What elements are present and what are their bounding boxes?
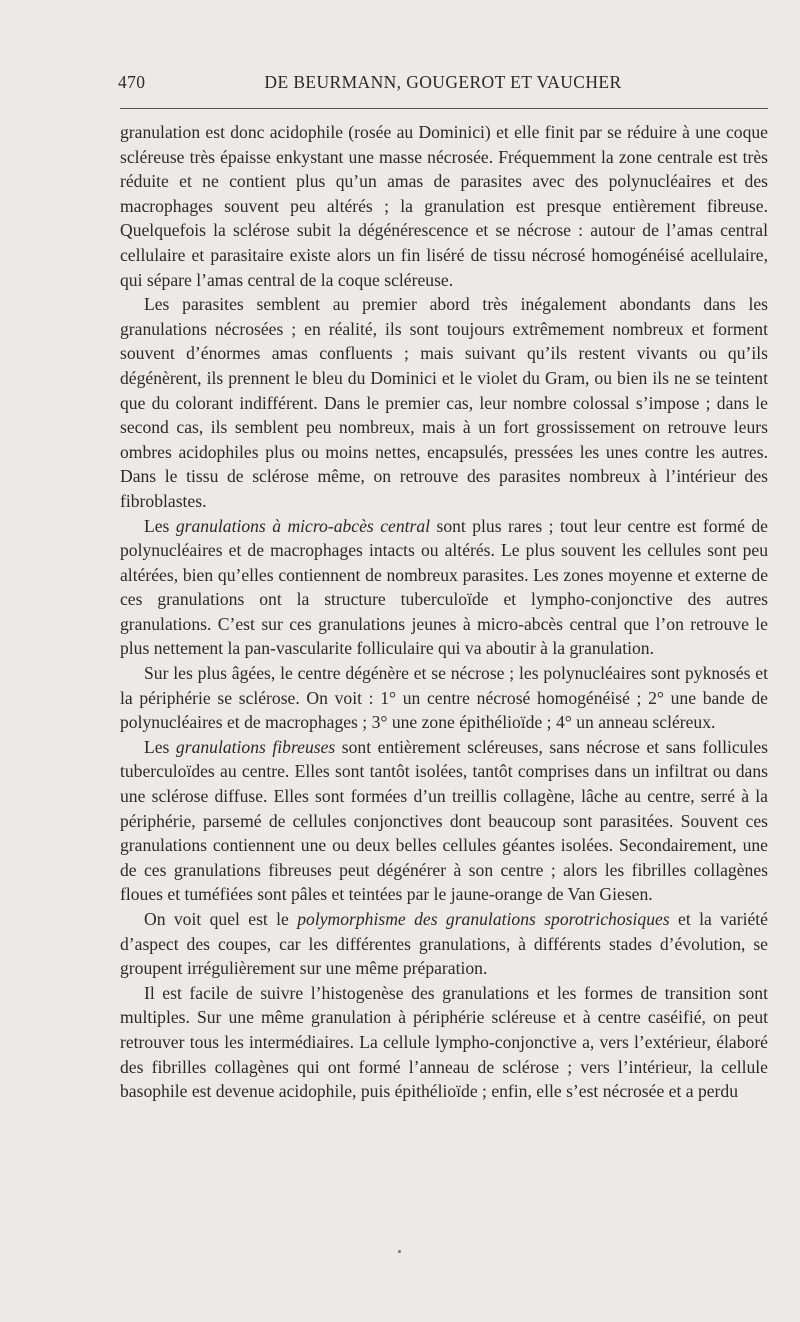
text-run: Sur les plus âgées, le centre dégénère et se nécrose ; les polynucléaires sont pyknosés et la périphérie se sclérose. On voit : 1° un centre nécrosé homogénéisé ; 2° une bande de polynucléaires et de macrophages ; 3° une zone épithélioïde ; 4° un anneau scléreux. xyxy=(120,663,768,733)
italic-phrase: granulations fibreuses xyxy=(175,736,336,757)
text-run: Les parasites semblent au premier abord très inégalement abondants dans les granulations nécrosées ; en réalité, ils sont toujours extrêmement nombreux et forment souvent d’énormes amas confluents ; mais suivant qu’ils restent vivants ou qu’ils dégénèrent, ils prennent le bleu du Dominici et le violet du Gram, ou bien ils ne se teintent que du colorant indifférent. Dans le premier cas, leur nombre colossal s’impose ; dans le second cas, ils semblent peu nombreux, mais à un fort grossissement on retrouve leurs ombres acidophiles plus ou moins nettes, encapsulés, pressées les unes contre les autres. Dans le tissu de sclérose même, on retrouve des parasites nombreux à l’intérieur des fibroblastes. xyxy=(120,294,768,511)
italic-phrase: granulations à micro-abcès central xyxy=(175,515,431,536)
paragraph xyxy=(120,661,768,735)
paragraph xyxy=(120,292,768,513)
header-rule xyxy=(120,108,768,109)
running-header xyxy=(118,72,768,98)
text-run: sont entièrement scléreuses, sans nécrose et sans follicules tuberculoïdes au centre. Elles sont tantôt isolées, tantôt comprises dans un infiltrat ou dans une sclérose diffuse. Elles sont formées d’un treillis collagène, lâche au centre, serré à la périphérie, parsemé de cellules conjonctives dont beaucoup sont parasitées. Souvent ces granulations contiennent une ou deux belles cellules géantes isolées. Secondairement, une de ces granulations fibreuses peut dégénérer à son centre ; alors les fibrilles collagènes floues et tuméfiées sont pâles et teintées par le jaune-orange de Van Giesen. xyxy=(120,736,768,905)
running-title: DE BEURMANN, GOUGEROT ET VAUCHER xyxy=(264,72,622,92)
body-text xyxy=(120,120,768,1104)
paragraph xyxy=(120,981,768,1104)
page-number: 470 xyxy=(118,72,146,92)
text-run: et la variété d’aspect des coupes, car les différentes granulations, à différents stades d’évolution, se groupent irrégulièrement sur une même préparation. xyxy=(120,909,768,979)
text-run: granulation est donc acidophile (rosée au Dominici) et elle finit par se réduire à une coque scléreuse très épaisse enkystant une masse nécrosée. Fréquemment la zone centrale est très réduite et ne contient plus qu’un amas de parasites avec des polynucléaires et des macrophages souvent peu altérés ; la granulation est presque entièrement fibreuse. Quelquefois la sclérose subit la dégénérescence et se nécrose : autour de l’amas central cellulaire et parasitaire existe alors un fin liséré de tissu nécrosé homogénéisé acellulaire, qui sépare l’amas central de la coque scléreuse. xyxy=(120,122,768,290)
printing-speck xyxy=(398,1250,401,1253)
text-run: Les xyxy=(144,515,176,536)
italic-phrase: polymorphisme des granulations sporotrichosiques xyxy=(297,909,670,929)
text-run: sont plus rares ; tout leur centre est formé de polynucléaires et de macrophages intacts ou altérés. Le plus souvent les cellules sont peu altérées, bien qu’elles contiennent de nombreux parasites. Les zones moyenne et externe de ces granulations ont la structure tuberculoïde et lympho-conjonctive des autres granulations. C’est sur ces granulations jeunes à micro-abcès central que l’on retrouve le plus nettement la pan-vascularite folliculaire qui va aboutir à la granulation. xyxy=(120,515,768,659)
text-run: Il est facile de suivre l’histogenèse des granulations et les formes de transition sont multiples. Sur une même granulation à périphérie scléreuse et à centre caséifié, on peut retrouver tous les intermédiaires. La cellule lympho-conjonctive a, vers l’extérieur, élaboré des fibrilles collagènes qui ont formé l’anneau de sclérose ; vers l’intérieur, la cellule basophile est devenue acidophile, puis épithélioïde ; enfin, elle s’est nécrosée et a perdu xyxy=(120,982,768,1102)
text-run: Les xyxy=(144,736,176,757)
paragraph xyxy=(120,514,768,662)
paragraph xyxy=(120,907,768,981)
paragraph xyxy=(120,120,768,292)
paragraph xyxy=(120,735,768,907)
text-run: On voit quel est le xyxy=(144,909,298,929)
